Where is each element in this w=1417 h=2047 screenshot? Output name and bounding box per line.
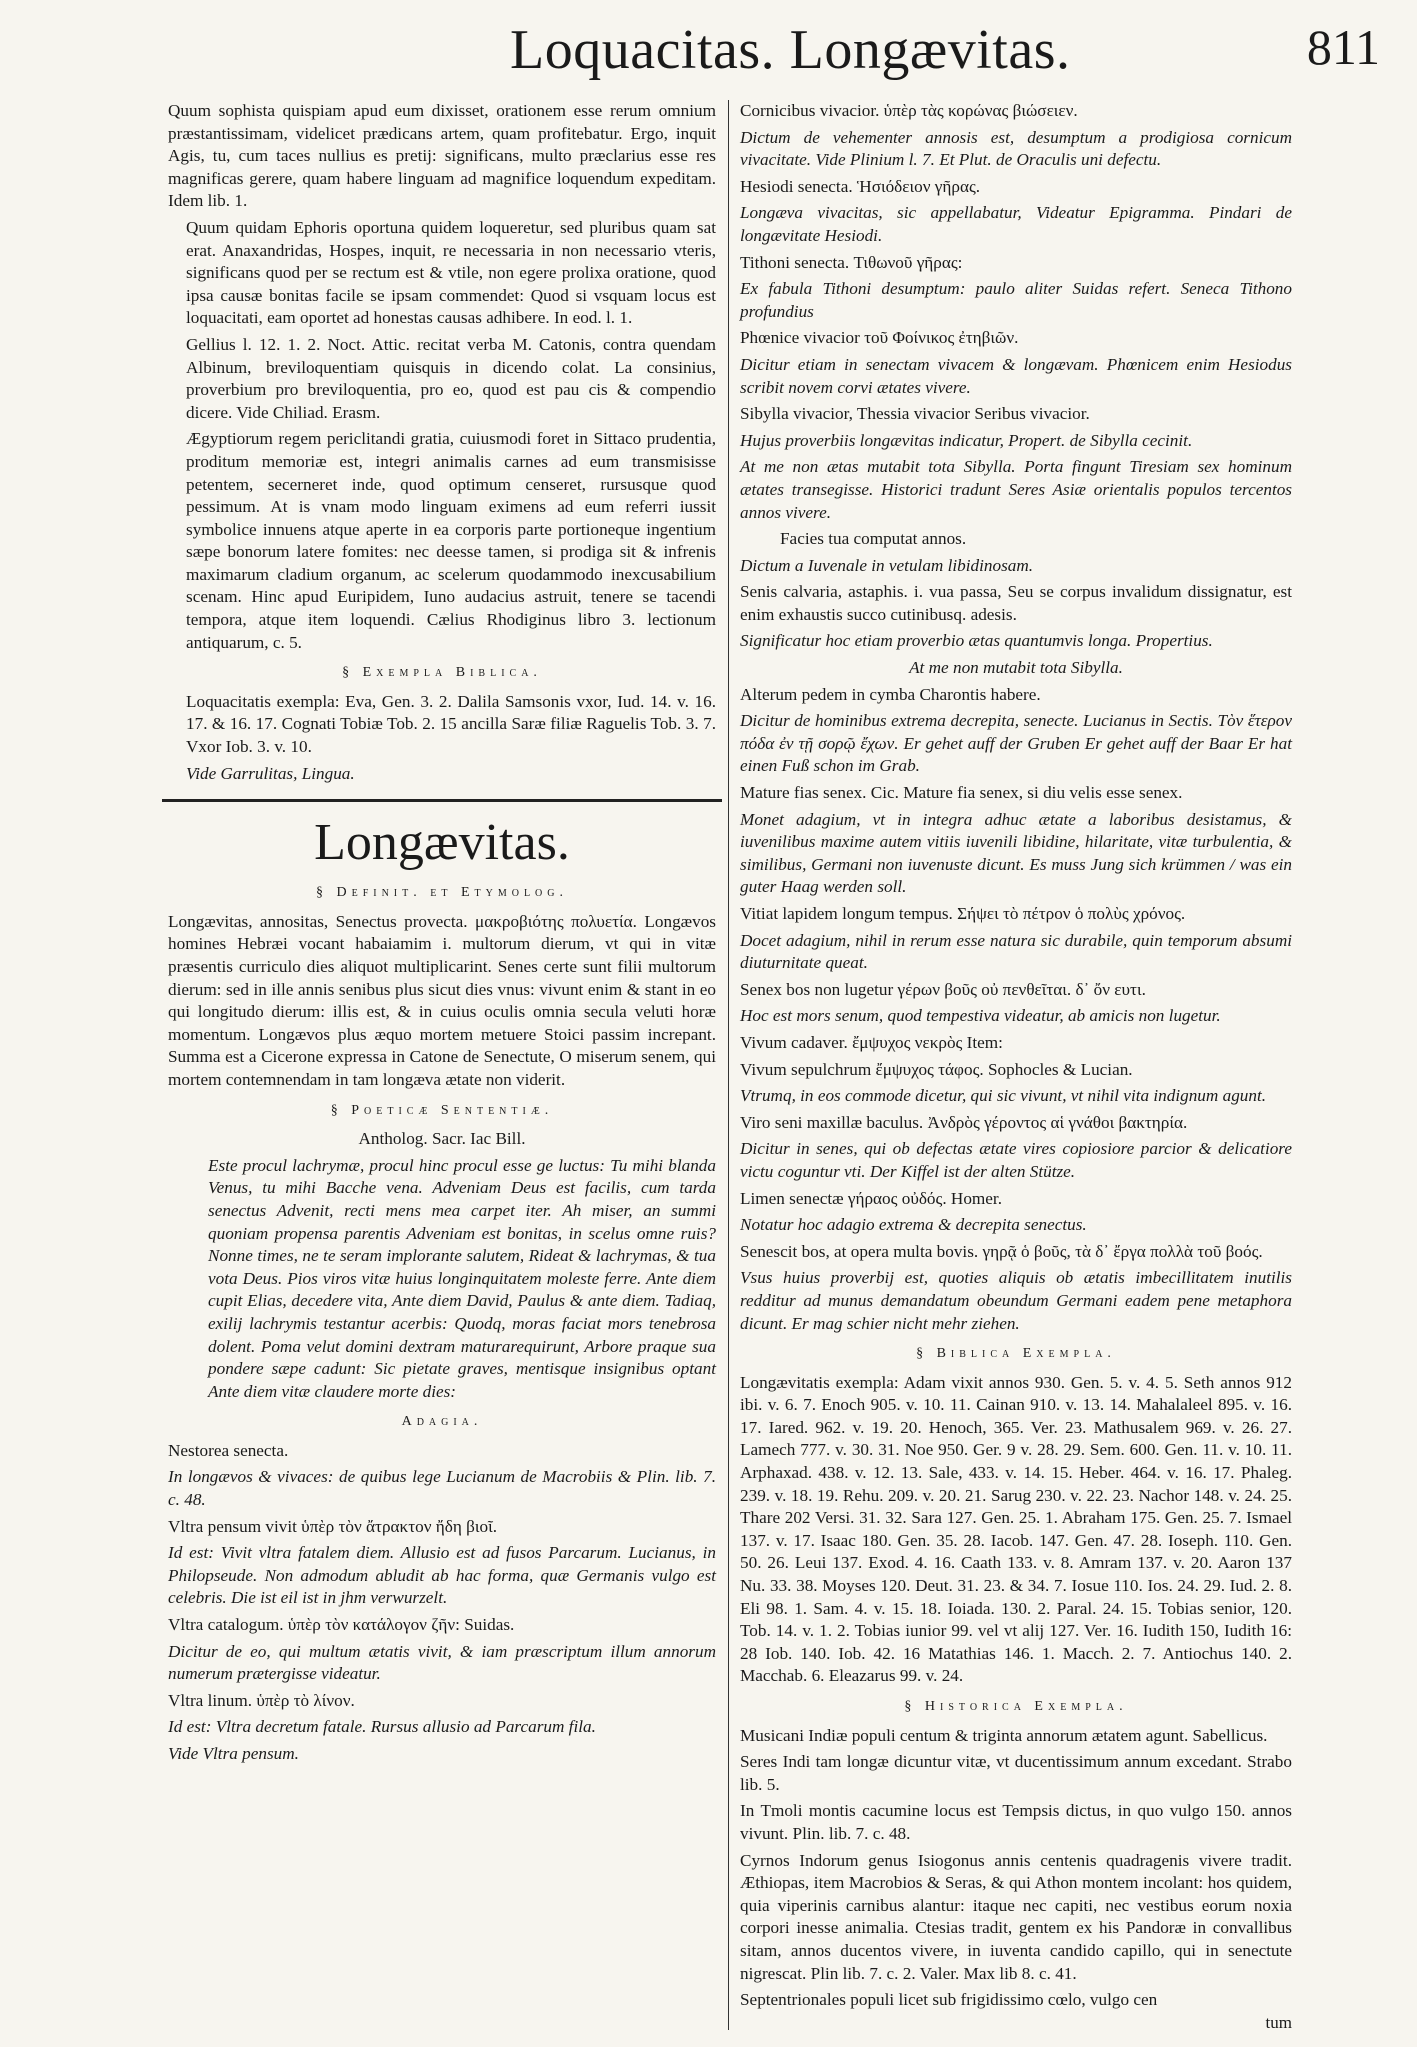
adage-note: In longævos & vivaces: de quibus lege Lucianum de Macrobiis & Plin. lib. 7. c. 48. <box>168 1467 716 1510</box>
paragraph: Loquacitatis exempla: Eva, Gen. 3. 2. Dalila Samsonis vxor, Iud. 14. v. 16. 17. & 16. 17. Cognati Tobiæ Tob. 2. 15 ancilla Saræ filiæ Raguelis Tob. 3. 7. Vxor Iob. 3. v. 10. <box>186 691 716 757</box>
adage-note: Hujus proverbiis longævitas indicatur, Propert. de Sibylla cecinit. <box>740 430 1193 450</box>
adage-note: Vtrumq, in eos commode dicetur, qui sic vivunt, vt nihil vita indignum agunt. <box>740 1086 1267 1106</box>
section-heading: Adagia. <box>401 1414 483 1430</box>
adage: Limen senectæ γήραος οὐδός. Homer. <box>740 1188 1002 1208</box>
adage-note: Id est: Vivit vltra fatalem diem. Allusio est ad fusos Parcarum. Lucianus, in Philopseude. Non admodum abludit ab hac forma, quæ Germanis vulgo est celebris. Die ist eil ist in jhm verwurzelt. <box>168 1543 716 1608</box>
adage-note: Dicitur etiam in senectam vivacem & longævam. Phœnicem enim Hesiodus scribit novem corvi ætates vivere. <box>740 354 1292 397</box>
adage-note: Vsus huius proverbij est, quoties aliquis ob ætatis imbecillitatem inutilis redditur ad munus demandatum obeundum Germani eadem pene metaphora dicunt. Er mag schier nicht mehr ziehen. <box>740 1268 1292 1333</box>
source-line: Antholog. Sacr. Iac Bill. <box>358 1129 526 1149</box>
adage: Vltra linum. ὑπὲρ τὸ λίνον. <box>168 1690 355 1710</box>
adage: Mature fias senex. Cic. Mature fia senex, si diu velis esse senex. <box>740 783 1183 803</box>
adage: Sibylla vivacior, Thessia vivacior Seribus vivacior. <box>740 404 1090 424</box>
adage-note: Dictum a Iuvenale in vetulam libidinosam. <box>740 555 1034 575</box>
horizontal-rule <box>162 799 722 802</box>
paragraph: Quum quidam Ephoris oportuna quidem loqueretur, sed pluribus quam sat erat. Anaxandridas, Hospes, inquit, re necessaria in non necessario vteris, significans quod per se rectum est & vtile, non egere prolixa oratione, quod ipsa causæ bonitas facile se ipsam commendet: Quod si vsquam locus est loquacitati, eam oportet ad honestas causas adhibere. In eod. l. 1. <box>186 217 716 328</box>
page-number: 811 <box>1306 19 1380 75</box>
adage: Vivum sepulchrum ἔμψυχος τάφος. Sophocles & Lucian. <box>740 1059 1133 1079</box>
running-title: Loquacitas. Longævitas. <box>510 19 1071 81</box>
adage: Senex bos non lugetur γέρων βοῦς οὐ πενθεῖται. δ᾽ ὄν ευτι. <box>740 979 1146 999</box>
cross-reference: Vide Vltra pensum. <box>168 1744 299 1763</box>
adage-note: Ex fabula Tithoni desumptum: paulo aliter Suidas refert. Seneca Tithono profundius <box>740 279 1292 321</box>
cross-reference: Vide Garrulitas, Lingua. <box>186 763 355 783</box>
adage: Vivum cadaver. ἔμψυχος νεκρὸς Item: <box>740 1032 1003 1052</box>
left-column <box>168 100 716 1770</box>
adage-note: Dicitur in senes, qui ob defectas ætate vires copiosiore parcior & delicatiore victu coguntur vti. Der Kiffel ist der alten Stütze. <box>740 1139 1292 1181</box>
adage: Phœnice vivacior τοῦ Φοίνικος ἐτηβιῶν. <box>740 328 1019 348</box>
paragraph: Quum sophista quispiam apud eum dixisset, orationem esse rerum omnium præstantissimam, videlicet prædicans artem, quam profitebatur. Ergo, inquit Agis, tu, cum taces nullius es pretij: significans, multo præclarius esse res magnificas gerere, quam habere linguam ad magnifice loquendum expeditam. Idem lib. 1. <box>168 101 716 211</box>
adage-note: Hoc est mors senum, quod tempestiva videatur, ab amicis non lugetur. <box>740 1006 1221 1026</box>
paragraph: Ægyptiorum regem periclitandi gratia, cuiusmodi foret in Sittaco prudentia, proditum memoriæ est, integri animalis carnes ad eum transmisisse petentem, secerneret inde, quod optimum censeret, rursusque quod pessimum. At is vnam modo linguam eximens ad eum referri iussit symbolice innuens atque aperte in ea corporis parte portioneque ingentium sæpe bonorum latere fomites: nec deesse tamen, si prodiga sit & infrenis maximarum cladium organum, ac scelerum quodammodo inexcusabilium scenam. Hinc apud Euripidem, Iuno audacius astruit, tenere se tacendi tempora, atque item loquendi. Cælius Rhodiginus libro 3. lectionum antiquarum, c. 5. <box>186 429 716 652</box>
adage-note: Dictum de vehementer annosis est, desumptum a prodigiosa cornicum vivacitate. Vide Plinium l. 7. Et Plut. de Oraculis uni defectu. <box>740 127 1292 170</box>
adage: Senis calvaria, astaphis. i. vua passa, Seu se corpus invalidum dissignatur, est enim exhaustis succo cutinibusq. adesis. <box>740 582 1292 624</box>
adage: Alterum pedem in cymba Charontis habere. <box>740 684 1041 704</box>
page-header <box>170 18 1380 98</box>
adage: Vltra pensum vivit ὑπὲρ τὸν ἄτρακτον ἤδη βιοῖ. <box>168 1516 498 1536</box>
section-heading: § Exempla Biblica. <box>342 665 542 681</box>
adage: Vitiat lapidem longum tempus. Σήψει τὸ πέτρον ὁ πολὺς χρόνος. <box>740 904 1186 923</box>
paragraph: Cyrnos Indorum genus Isiogonus annis centenis quadragenis vivere tradit. Æthiopas, item Macrobios & Seras, & qui Athon montem incolant: hos quidem, quia viperinis carnibus alantur: itaque nec capiti, nec vestibus eorum noxia corpori inesse animalia. Ctesias tradit, gentem ex his Pandoræ in convallibus sitam, annos ducentos vivere, in iuventa candido capillo, qui in senectute nigrescat. Plin lib. 7. c. 2. Valer. Max lib 8. c. 41. <box>740 1850 1292 1983</box>
paragraph: Gellius l. 12. 1. 2. Noct. Attic. recitat verba M. Catonis, contra quendam Albinum, breviloquentiam quisquis in dicendo colat. La consinius, proverbium pro breviloquentia, pro eo, quod est pau cis & compendio dicere. Vide Chiliad. Erasm. <box>186 334 716 422</box>
paragraph: Longævitas, annositas, Senectus provecta. μακροβιότης πολυετία. Longævos homines Hebræi vocant habaiamim i. multorum dierum, vt qui in vitæ præsentis curriculo dies aliquot multiplicarint. Senes certe sunt filii multorum dierum: sed in ille annis senibus plus sicut dies vnus: vivunt enim & stant in eo qui longitudo dierum: illis est, & in cuius oculis omnia secula veluti horæ momentum. Longævos plus æquo mortem metuere Stoici passim increpant. Summa est a Cicerone expressa in Catone de Senectute, O miserum senem, qui mortem contemnendam in tam longæva ætate non viderit. <box>168 911 716 1089</box>
entry-title: Longævitas. <box>314 814 570 872</box>
adage-note: Dicitur de eo, qui multum ætatis vivit, & iam præscriptum illum annorum numerum prætergisse videatur. <box>168 1641 716 1684</box>
adage: Senescit bos, at opera multa bovis. γηρᾷ ὁ βοῦς, τὰ δ᾽ ἔργα πολλὰ τοῦ βοός. <box>740 1241 1263 1261</box>
paragraph: Septentrionales populi licet sub frigidissimo cœlo, vulgo cen <box>740 1990 1158 2010</box>
paragraph: Musicani Indiæ populi centum & triginta annorum ætatem agunt. Sabellicus. <box>740 1725 1268 1745</box>
adage-note: Significatur hoc etiam proverbio ætas quantumvis longa. Propertius. <box>740 631 1213 651</box>
adage-note: At me non ætas mutabit tota Sibylla. Porta fingunt Tiresiam sex hominum ætates transegisse. Historici tradunt Seres Asiæ orientalis populos tercentos annos vivere. <box>740 457 1292 522</box>
adage-note: Id est: Vltra decretum fatale. Rursus allusio ad Parcarum fila. <box>168 1717 596 1737</box>
adage: Facies tua computat annos. <box>780 529 967 549</box>
adage-note: Monet adagium, vt in integra adhuc ætate a laboribus desistamus, & iuvenilibus maxime autem vitiis iuvenili libidine, hilaritate, vitæ turbulentia, & similibus, Germani non iuvenuste dicunt. Es muss Jung sich krümmen / was ein guter Haag werden soll. <box>740 809 1292 897</box>
paragraph: Seres Indi tam longæ dicuntur vitæ, vt ducentissimum annum excedant. Strabo lib. 5. <box>740 1752 1292 1794</box>
section-heading: § Biblica Exempla. <box>916 1346 1116 1362</box>
verse-quote: At me non mutabit tota Sibylla. <box>909 658 1123 678</box>
poem: Este procul lachrymæ, procul hinc procul esse ge luctus: Tu mihi blanda Venus, tu mihi Bacche vena. Adveniam Deus est facilis, cum tarda senectus Advenit, recti mens mea carpet iter. Ah miser, an summi quoniam propensa parentis Adveniam est bonitas, in scelus omne ruis? Nonne times, ne te seram implorante salutem, Rideat & lachrymas, & tua vota Deus. Pios viros vitæ huius longinquitatem moleste ferre. Ante diem cupit Elias, decedere vita, Ante diem David, Paulus & ante diem. Tadiaq, exilij lachrymis testantur acerbis: Quodq, moras faciat mors tenebrosa dolent. Poma velut domini dextram maturarequirunt, Arbore praque sua pondere sæpe cadunt: Sic pietate graves, mentisque insignibus optant Ante diem vitæ claudere morte dies: <box>208 1155 716 1401</box>
adage: Vltra catalogum. ὑπὲρ τὸν κατάλογον ζῆν: Suidas. <box>168 1615 515 1635</box>
adage: Hesiodi senecta. Ἡσιόδειον γῆρας. <box>740 176 981 196</box>
adage: Nestorea senecta. <box>168 1440 289 1460</box>
adage-note: Longæva vivacitas, sic appellabatur, Videatur Epigramma. Pindari de longævitate Hesiodi. <box>740 203 1292 245</box>
section-heading: § Historica Exempla. <box>904 1699 1128 1714</box>
adage-note: Docet adagium, nihil in rerum esse natura sic durabile, quin temporum absumi diuturnitate queat. <box>740 930 1292 973</box>
adage: Tithoni senecta. Τιθωνοῦ γῆρας: <box>740 252 963 272</box>
right-column <box>740 100 1292 2016</box>
adage: Viro seni maxillæ baculus. Ἀνδρὸς γέροντος αἱ γνάθοι βακτηρία. <box>740 1112 1188 1132</box>
adage: Cornicibus vivacior. ὑπὲρ τὰς κορώνας βιώσειεν. <box>740 101 1078 120</box>
paragraph: In Tmoli montis cacumine locus est Tempsis dictus, in quo vulgo 150. annos vivunt. Plin. lib. 7. c. 48. <box>740 1801 1292 1843</box>
adage-note: Dicitur de hominibus extrema decrepita, senecte. Lucianus in Sectis. Τὸν ἕτερον πόδα ἐν τῇ σορῷ ἔχων. Er gehet auff der Gruben Er gehet auff der Baar Er hat einen Fuß schon im Grab. <box>740 711 1292 776</box>
adage-note: Notatur hoc adagio extrema & decrepita senectus. <box>740 1215 1087 1235</box>
catchword: tum <box>1265 2013 1292 2032</box>
paragraph: Longævitatis exempla: Adam vixit annos 930. Gen. 5. v. 4. 5. Seth annos 912 ibi. v. 6. 7. Enoch 905. v. 10. 11. Cainan 910. v. 13. 14. Mahalaleel 895. v. 16. 17. Iared. 962. v. 19. 20. Henoch, 365. Ver. 23. Mathusalem 969. v. 26. 27. Lamech 777. v. 30. 31. Noe 950. Ger. 9 v. 28. 29. Sem. 600. Gen. 11. v. 10. 11. Arphaxad. 438. v. 12. 13. Sale, 433. v. 14. 15. Heber. 464. v. 16. 17. Phaleg. 239. v. 18. 19. Rehu. 209. v. 20. 21. Sarug 230. v. 22. 23. Nachor 148. v. 24. 25. Thare 202 Versi. 31. 32. Sara 127. Gen. 25. 1. Abraham 175. Gen. 25. 7. Ismael 137. v. 17. Isaac 180. Gen. 35. 28. Iacob. 147. Gen. 47. 28. Ioseph. 110. Gen. 50. 26. Leui 137. Exod. 4. 16. Caath 133. v. 8. Amram 137. v. 20. Aaron 137 Nu. 33. 38. Moyses 120. Deut. 31. 23. & 34. 7. Iosue 110. Ios. 24. 29. Iud. 2. 8. Eli 98. 1. Sam. 4. v. 15. 18. Ioiada. 130. 2. Paral. 24. 15. Tobias senior, 120. Tob. 14. v. 1. 2. Tobias iunior 99. vel vt alij 127. Ver. 16. Iudith 150, Iudith 16: 28 Iob. 140. Iob. 42. 16 Matathias 146. 1. Macch. 2. 7. Antiochus 140. 2. Macchab. 6. Eleazarus 99. v. 24. <box>740 1372 1292 1686</box>
section-heading: § Poeticæ Sententiæ. <box>330 1102 554 1118</box>
section-heading: § Definit. et Etymolog. <box>315 885 569 901</box>
column-divider <box>728 100 729 2030</box>
